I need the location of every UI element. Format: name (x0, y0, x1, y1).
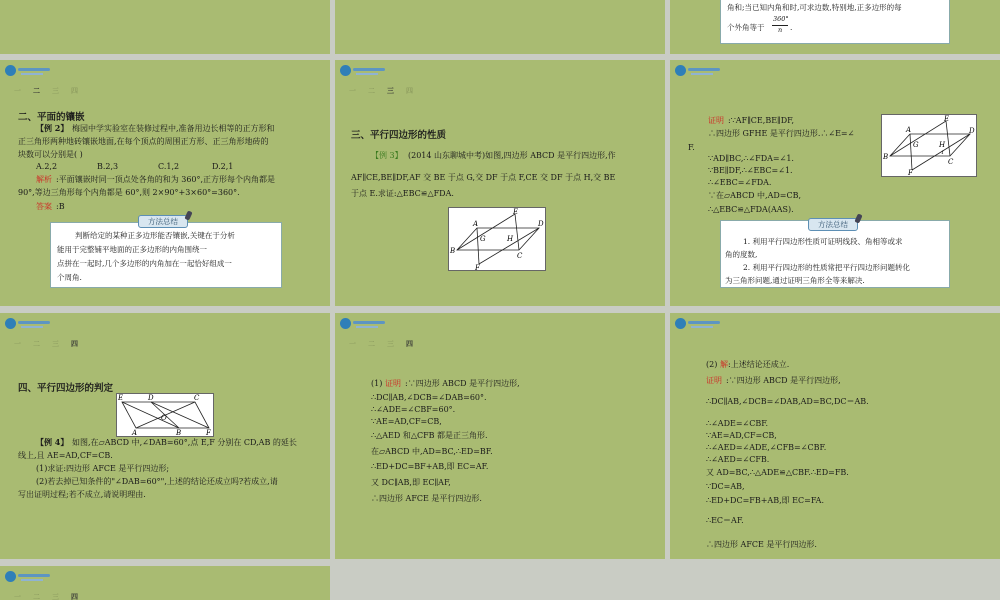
summary-box (720, 0, 950, 44)
example-text-2: 线上,且 AE=AD,CF=CB. (18, 451, 113, 460)
logo (675, 65, 721, 77)
logo (340, 318, 386, 330)
summary-line-1: 判断给定的某种正多边形能否镶嵌,关键在于分析 (75, 231, 235, 240)
summary-line-2a: 个外角等于 (727, 23, 765, 32)
proof-line-8: ∴△EBC≌△FDA(AAS). (708, 205, 794, 214)
label-b: B (883, 153, 889, 161)
proof-line-8: ∵DC=AB, (706, 482, 745, 491)
proof-label: 证明 (385, 379, 401, 388)
summary-line-3: 2. 利用平行四边形的性质常把平行四边形问题转化 (743, 263, 911, 272)
part-label: (2) (706, 360, 718, 369)
proof-line-9: ∴ED+DC=FB+AB,即 EC=FA. (706, 496, 824, 505)
tab-2[interactable]: 二 (33, 87, 52, 95)
figure (448, 207, 546, 271)
tab-2[interactable]: 二 (368, 87, 387, 95)
label-d: D (148, 394, 154, 402)
proof-line-5: ∴∠AED=∠ADE,∠CFB=∠CBF. (706, 443, 827, 452)
label-h: H (939, 141, 946, 149)
label-a: A (132, 429, 138, 436)
example-label: 【例 3】 (371, 151, 403, 160)
slide-7 (0, 313, 330, 559)
section-tabs (349, 339, 425, 349)
tab-3[interactable]: 三 (387, 340, 406, 348)
summary-line-1: 角和;当已知内角和时,可求边数,特别地,正多边形的每 (727, 3, 902, 12)
section-heading: 二、平面的镶嵌 (18, 112, 85, 123)
proof-line-2: ∴四边形 GFHE 是平行四边形.∴∠E=∠ (708, 129, 855, 138)
analysis-text-1: :平面镶嵌时同一顶点处各角的和为 360°,正方形每个内角都是 (56, 175, 276, 184)
slide-6 (670, 60, 1000, 306)
slide-3 (670, 0, 1000, 54)
tab-3[interactable]: 三 (52, 593, 71, 600)
example-text-1: 如图,在▱ABCD 中,∠DAB=60°,点 E,F 分别在 CD,AB 的延长 (72, 438, 297, 447)
proof-line-2: ∴DC∥AB,∠DCB=∠DAB=60°. (371, 393, 487, 402)
section-heading: 四、平行四边形的判定 (18, 383, 114, 394)
tab-4[interactable]: 四 (406, 87, 425, 95)
summary-line-2b: . (790, 23, 793, 32)
summary-line-2: 能用于完整铺平地面的正多边形的内角围绕一 (57, 245, 207, 254)
fraction-numerator: 360° (773, 15, 789, 23)
proof-line-3: ∴∠ADE=∠CBF. (706, 419, 769, 428)
example-text-2: 正三角形两种地砖镶嵌地面,在每个顶点的周围正方形、正三角形地砖的 (18, 137, 269, 146)
proof-line-4: ∵AD∥BC,∴∠FDA=∠1. (708, 154, 794, 163)
label-c: C (194, 394, 200, 402)
proof-line-5: ∵BE∥DF,∴∠EBC=∠1. (708, 166, 793, 175)
proof-line-1: :∵四边形 ABCD 是平行四边形, (405, 379, 520, 388)
tab-1[interactable]: 一 (349, 340, 368, 348)
tab-4[interactable]: 四 (406, 340, 425, 348)
label-d: D (969, 127, 975, 135)
figure (116, 393, 214, 437)
question-1: (1)求证:四边形 AFCE 是平行四边形; (36, 464, 170, 473)
proof-line-8: 又 DC∥AB,即 EC∥AF, (371, 478, 451, 487)
slide-1 (0, 0, 330, 54)
proof-line-7: ∴ED+DC=BF+AB,即 EC=AF. (371, 462, 489, 471)
label-f: F (908, 169, 913, 176)
tab-4[interactable]: 四 (71, 340, 90, 348)
proof-line-7: 又 AD=BC,∴△ADE≌△CBF.∴ED=FB. (706, 468, 849, 477)
solution-label: 解 (720, 360, 728, 369)
proof-line-4: ∵AE=AD,CF=CB, (706, 431, 777, 440)
parallelogram-figure (117, 394, 213, 436)
answer-label: 答案 (36, 202, 52, 211)
proof-line-2: ∴DC∥AB,∠DCB=∠DAB,AD=BC,DC＝AB. (706, 397, 869, 406)
tab-3[interactable]: 三 (387, 87, 406, 95)
proof-line-9: ∴四边形 AFCE 是平行四边形. (371, 494, 482, 503)
label-c: C (517, 252, 523, 260)
proof-line-4: ∵AE=AD,CF=CB, (371, 417, 442, 426)
proof-line-5: ∴△AED 和△CFB 都是正三角形. (371, 431, 488, 440)
label-f: F (206, 429, 211, 436)
example-text-1: 梅园中学实验室在装修过程中,准备用边长相等的正方形和 (72, 124, 275, 133)
tab-3[interactable]: 三 (52, 87, 71, 95)
tab-1[interactable]: 一 (14, 593, 33, 600)
option-d: D.2,1 (212, 162, 234, 171)
logo (675, 318, 721, 330)
label-b: B (176, 429, 182, 436)
slide-2 (335, 0, 665, 54)
proof-line-6: 在▱ABCD 中,AD=BC,∴ED=BF. (371, 447, 493, 456)
part-label: (1) (371, 379, 383, 388)
label-f: F (475, 264, 480, 270)
proof-line-1: :∵AF∥CE,BE∥DF, (728, 116, 794, 125)
proof-line-10: ∴EC＝AF. (706, 516, 744, 525)
analysis-text-2: 90°,等边三角形每个内角都是 60°,则 2×90°+3×60°=360°. (18, 188, 240, 197)
solution-text: :上述结论还成立. (728, 360, 790, 369)
example-label: 【例 4】 (36, 437, 69, 447)
proof-line-6: ∴∠EBC=∠FDA. (708, 178, 772, 187)
tab-1[interactable]: 一 (14, 87, 33, 95)
option-c: C.1,2 (158, 162, 180, 171)
logo (5, 571, 51, 583)
section-tabs (349, 86, 425, 96)
summary-line-4: 个周角. (57, 273, 82, 282)
summary-box (50, 222, 282, 288)
tab-2[interactable]: 二 (33, 340, 52, 348)
tab-4[interactable]: 四 (71, 87, 90, 95)
section-tabs (14, 592, 90, 600)
section-tabs (14, 86, 90, 96)
tab-4[interactable]: 四 (71, 593, 90, 600)
figure (881, 114, 977, 177)
logo (340, 65, 386, 77)
label-a: A (906, 126, 912, 134)
method-summary-badge: 方法总结 (808, 218, 858, 231)
section-heading: 三、平行四边形的性质 (351, 130, 447, 141)
tab-3[interactable]: 三 (52, 340, 71, 348)
section-tabs (14, 339, 90, 349)
logo (5, 318, 51, 330)
parallelogram-figure (882, 115, 976, 176)
proof-line-1: :∵四边形 ABCD 是平行四边形, (726, 376, 841, 385)
proof-line-11: ∴四边形 AFCE 是平行四边形. (706, 540, 817, 549)
label-e: E (513, 208, 519, 216)
label-h: H (507, 235, 514, 243)
example-text-3: 块数可以分别是( ) (18, 150, 83, 159)
proof-label: 证明 (706, 376, 722, 385)
tab-1[interactable]: 一 (349, 87, 368, 95)
proof-line-3: ∴∠ADE=∠CBF=60°. (371, 405, 456, 414)
tab-1[interactable]: 一 (14, 340, 33, 348)
summary-line-3: 点拼在一起时,几个多边形的内角加在一起恰好组成一 (57, 259, 232, 268)
tab-2[interactable]: 二 (368, 340, 387, 348)
label-c: C (948, 158, 954, 166)
logo (5, 65, 51, 77)
summary-line-4: 为三角形问题,通过证明三角形全等来解决. (725, 276, 865, 285)
summary-line-2: 角的度数, (725, 250, 758, 259)
slide-4 (0, 60, 330, 306)
question-3: 写出证明过程;若不成立,请说明理由. (18, 490, 146, 499)
analysis-label: 解析 (36, 175, 52, 184)
slide-5 (335, 60, 665, 306)
slide-8 (335, 313, 665, 559)
option-a: A.2,2 (36, 162, 58, 171)
label-a: A (473, 220, 479, 228)
label-1: 1 (941, 150, 945, 156)
tab-2[interactable]: 二 (33, 593, 52, 600)
label-e: E (118, 394, 124, 402)
example-text-3: 于点 E.求证:△EBC≌△FDA. (351, 189, 454, 198)
label-g: G (480, 235, 486, 243)
slide-10 (0, 566, 330, 600)
answer-text: :B (56, 202, 65, 211)
example-text-1: (2014 山东聊城中考)如图,四边形 ABCD 是平行四边形,作 (408, 151, 616, 160)
summary-line-1: 1. 利用平行四边形性质可证明线段、角相等或求 (743, 237, 903, 246)
parallelogram-figure (449, 208, 545, 270)
fraction-denominator: n (778, 26, 783, 34)
label-e: E (944, 115, 950, 123)
proof-line-3: F. (688, 143, 695, 152)
slide-9 (670, 313, 1000, 559)
question-2: (2)若去掉已知条件的"∠DAB=60°",上述的结论还成立吗?若成立,请 (36, 477, 278, 486)
proof-label: 证明 (708, 116, 724, 125)
option-b: B.2,3 (97, 162, 119, 171)
proof-line-6: ∴∠AED=∠CFB. (706, 455, 770, 464)
pencil-icon (184, 210, 192, 220)
label-o: O (161, 414, 167, 422)
label-g: G (913, 141, 919, 149)
example-label: 【例 2】 (36, 123, 69, 133)
example-text-2: AF∥CE,BE∥DF,AF 交 BE 于点 G,交 DF 于点 F,CE 交 DF 于点 H,交 BE (351, 173, 616, 182)
label-d: D (538, 220, 544, 228)
proof-line-7: ∵在▱ABCD 中,AD=CB, (708, 191, 802, 200)
method-summary-badge: 方法总结 (138, 215, 188, 228)
label-b: B (450, 247, 456, 255)
